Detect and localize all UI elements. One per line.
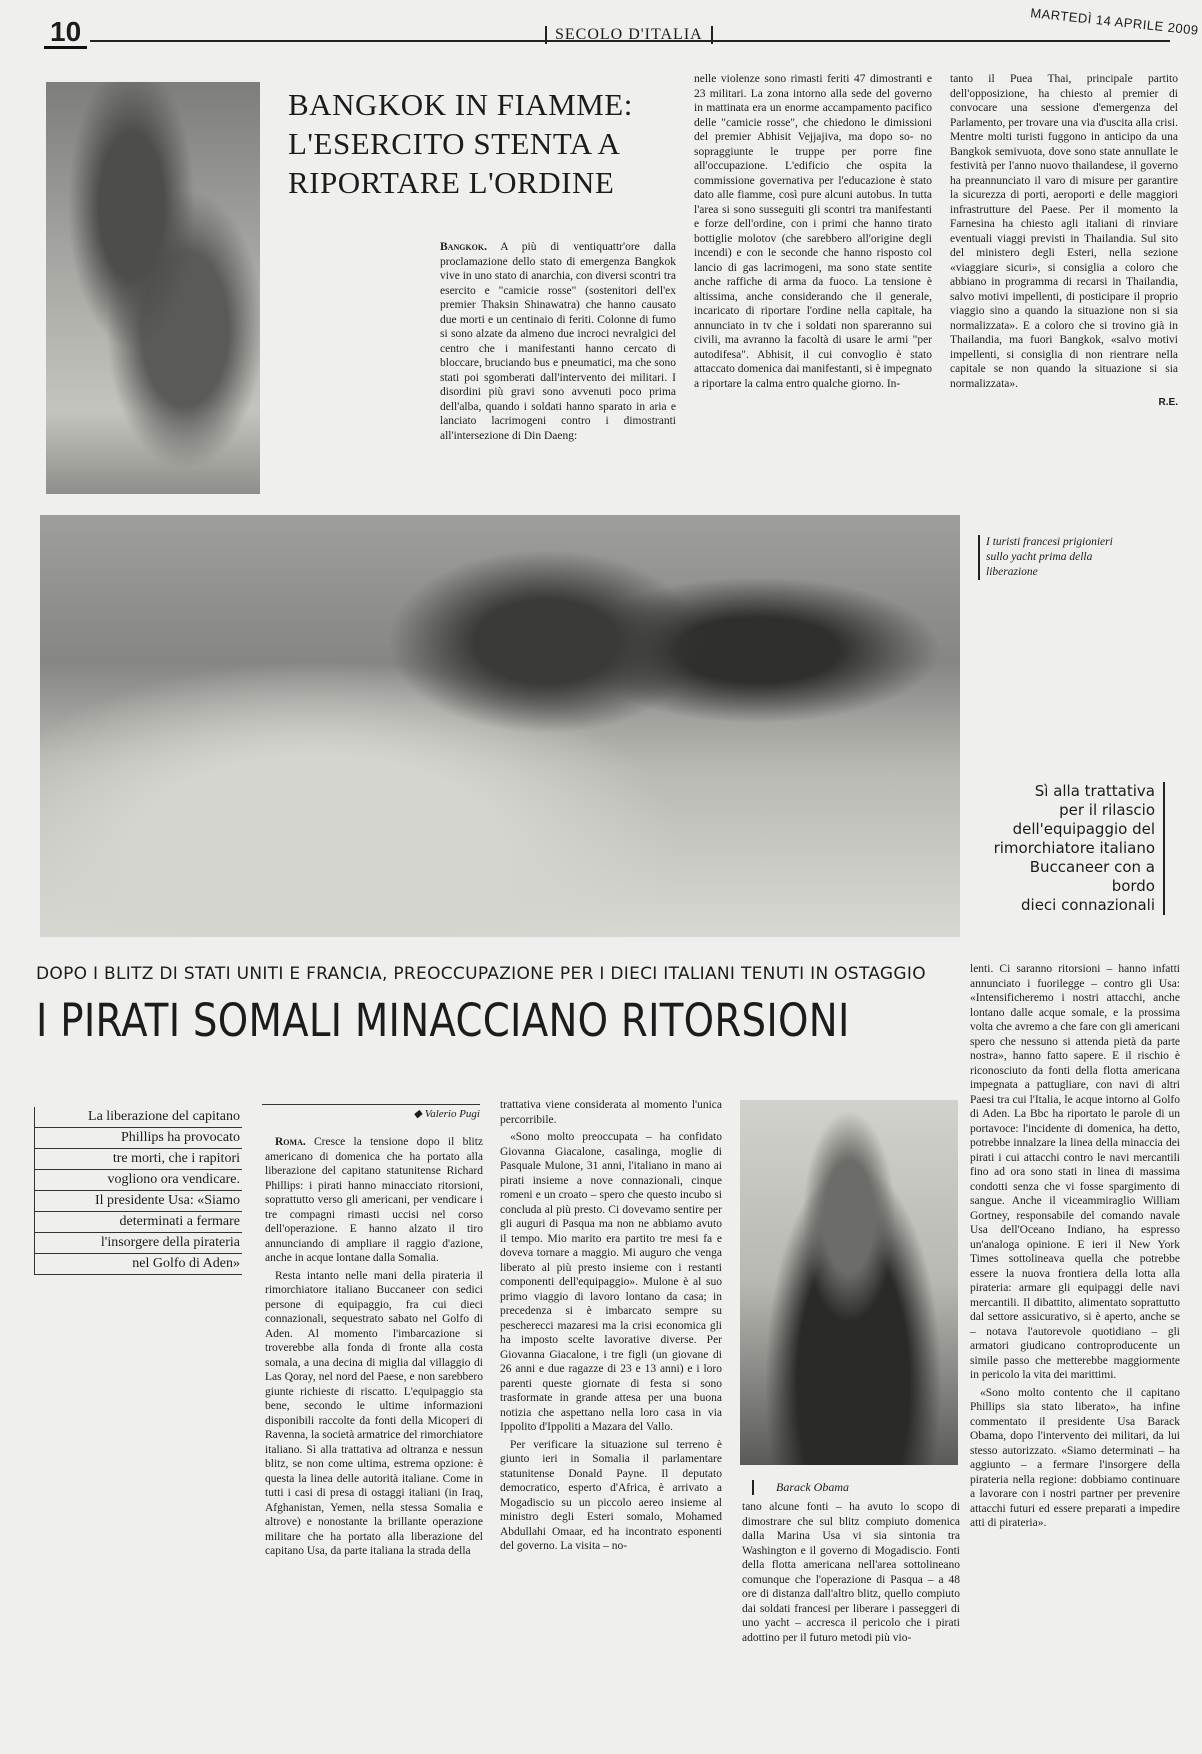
pullquote-line: Phillips ha provocato	[34, 1128, 242, 1149]
pirates-paragraph: Per verificare la situazione sul terreno è giunto ieri in Somalia il parlamentare statunitense Donald Payne. Il deputato democratico, esperto d'Africa, è arrivato a Mogadiscio su un piccolo aereo insieme al ministro degli Esteri somalo, Mohamed Abdullahi Omaar, ed ha incontrato esponenti del governo. La visita – no-	[500, 1438, 722, 1552]
bangkok-text-1: A più di ventiquattr'ore dalla proclamazione dello stato di emergenza Bangkok vive in uno stato di anarchia, con diversi scontri tra esercito e "camicie rosse" (sostenitori dell'ex premier Thaksin Shinawatra) che hanno causato due morti e un centinaio di feriti. Colonne di fumo si sono alzate da almeno due incroci nevralgici del centro che i manifestanti hanno cercato di bloccare, bruciando bus e pneumatici, ma che sono stati poi sgomberati dall'intervento dei militari. I disordini più gravi sono avvenuti poco prima dell'alba, quando i soldati hanno sparato in aria e lanciato lacrimogeni contro i dimostranti all'intersezione di Din Daeng:	[440, 241, 676, 442]
pirates-headline: I PIRATI SOMALI MINACCIANO RITORSIONI	[36, 994, 850, 1047]
sidebar-line: dieci connazionali	[1021, 896, 1155, 914]
bangkok-dateline: Bangkok.	[440, 241, 487, 253]
bangkok-column-3	[950, 72, 1178, 408]
sidebar-line: rimorchiatore italiano	[993, 839, 1155, 857]
bangkok-headline: BANGKOK IN FIAMME: L'ESERCITO STENTA A RIPORTARE L'ORDINE	[288, 87, 633, 200]
pirates-paragraph: Cresce la tensione dopo il blitz americano di domenica che ha portato alla liberazione del capitano statunitense Richard Phillips: i pirati hanno minacciato ritorsioni, soprattutto verso gli americani, per vendicare i tre compagni rimasti uccisi nel corso dell'operazione. E hanno alzato il tiro annunciando di ampliare il raggio d'azione, anche in acque lontane dalla Somalia.	[265, 1136, 484, 1264]
pullquote-line: Il presidente Usa: «Siamo	[34, 1191, 242, 1212]
issue-date: MARTEDÌ 14 APRILE 2009	[1029, 5, 1200, 38]
pirates-paragraph: Resta intanto nelle mani della pirateria il rimorchiatore italiano Buccaneer con sedici persone di equipaggio, fra cui dieci connazionali, sequestrato sabato nel Golfo di Aden. Al momento l'imbarcazione si troverebbe alla fonda di fronte alla costa somala, a una decina di miglia dal villaggio di Las Qoray, nel nord del Paese, e non sarebbero giunte richieste di riscatto. L'equipaggio sta bene, secondo le ultime informazioni disponibili raccolte da fonti della Micoperi di Ravenna, la società armatrice del rimorchiatore italiano. Sì alla trattativa ad oltranza e nessun blitz, se non come ultima, estrema opzione: è questa la linea delle autorità italiane. Come in tutti i casi di presa di ostaggi italiani (in Iraq, Afghanistan, Yemen, nella stessa Somalia e altrove) e nonostante la brillante operazione militare che ha portato alla liberazione del capitano Usa, da parte italiana la strada della	[265, 1269, 483, 1557]
pirates-dateline: Roma.	[275, 1136, 306, 1148]
pirates-photo	[40, 515, 960, 937]
sidebar-callout	[985, 782, 1165, 915]
pirates-column-4	[970, 962, 1180, 1534]
pirates-kicker: DOPO I BLITZ DI STATI UNITI E FRANCIA, PREOCCUPAZIONE PER I DIECI ITALIANI TENUTI IN OSTAGGIO	[36, 964, 926, 984]
pullquote-line: l'insorgere della pirateria	[34, 1233, 242, 1254]
obama-photo	[740, 1100, 958, 1465]
pirates-paragraph: lenti. Ci saranno ritorsioni – hanno infatti annunciato i fuorilegge – contro gli Usa: «Intensificheremo i nostri attacchi, anche lontano dalle acque somale, e la prossima volta che avremo a che fare con gli americani spero che nessuno si attenda pietà da parte nostra», hanno fatto sapere. E il rischio è riconosciuto da fonti della flotta americana impegnata a pattugliare, con navi di altri Paesi tra cui l'Italia, le acque intorno al Golfo di Aden. La Bbc ha riportato le parole di un portavoce: l'incidente di domenica, ha detto, potrebbe innalzare la linea della minaccia dei pirati i cui attacchi contro le navi mercantili fino ad ora sono stati in linea di massima condotti senza che vi fosse spargimento di sangue. Anche il viceammiraglio William Gortney, responsabile del comando navale Usa dell'Oceano Indiano, ha espresso un'analoga opinione. E ieri il New York Times sottolineava quella che potrebbe essere la nuova frontiera della lotta alla pirateria: armare gli equipaggi delle navi mercantili. Il dibattito, alimentato soprattutto dal settore assicurativo, si è aperto, anche se – notava l'autorevole quotidiano – gli armatori giudicano controproducente un simile passo che metterebbe maggiormente in pericolo la vita dei marittimi.	[970, 963, 1180, 1381]
obama-photo-caption: Barack Obama	[752, 1480, 849, 1495]
pirates-column-3: tano alcune fonti – ha avuto lo scopo di dimostrare che sul blitz compiuto domenica dalla Marina Usa vi sia sintonia tra Washington e il governo di Mogadiscio. Fonti della flotta americana nell'area sottolineano comunque che l'operazione di Pasqua – a 48 ore di distanza dall'altro blitz, quello compiuto dai soldati francesi per liberare i passeggeri di uno yacht – accresca il pericolo che i pirati adottino per il futuro metodi più vio-	[742, 1501, 960, 1644]
newspaper-name: SECOLO D'ITALIA	[545, 26, 713, 44]
pirates-paragraph: trattativa viene considerata al momento l'unica percorribile.	[500, 1099, 722, 1126]
pullquote-line: nel Golfo di Aden»	[34, 1254, 242, 1275]
pullquote-line: determinati a fermare	[34, 1212, 242, 1233]
sidebar-line: per il rilascio	[1059, 801, 1155, 819]
sidebar-line: Sì alla trattativa	[1034, 782, 1155, 800]
pirates-pullquote	[34, 1107, 242, 1275]
sidebar-line: dell'equipaggio del	[1012, 820, 1155, 838]
pullquote-line: La liberazione del capitano	[34, 1107, 242, 1128]
pirates-column-1	[265, 1135, 483, 1562]
sidebar-line: Buccaneer con a bordo	[1029, 858, 1155, 895]
byline: ◆ Valerio Pugi	[262, 1104, 480, 1120]
bangkok-signoff: R.E.	[1158, 397, 1178, 408]
pullquote-line: vogliono ora vendicare.	[34, 1170, 242, 1191]
pirates-photo-caption: I turisti francesi prigionieri sullo yacht prima della liberazione	[978, 535, 1136, 580]
page-number: 10	[44, 18, 87, 49]
pullquote-line: tre morti, che i rapitori	[34, 1149, 242, 1170]
bangkok-column-2: nelle violenze sono rimasti feriti 47 dimostranti e 23 militari. La zona intorno alla sede del governo in mattinata era un enorme accampamento pacifico delle "camicie rosse", che chiedono le dimissioni del premier Abhisit Vejjajiva, ma dopo so- no sopraggiunte le truppe per porre fine all'occupazione. L'edificio che ospita la commissione governativa per l'educazione è stato dato alle fiamme, così pure alcuni autobus. In tutta l'area si sono susseguiti gli scontri tra manifestanti e forze dell'ordine, con i primi che hanno tirato bottiglie molotov (che sarebbero all'origine degli incendi) e con le seconde che hanno risposto col lancio di gas lacrimogeni, ma sono state sentite anche raffiche di arma da fuoco. La tensione è altissima, anche considerando che il generale, incaricato di riportare l'ordine nella capitale, ha annunciato in tv che i soldati non spareranno sui civili, ma avranno la facoltà di usare le armi "per autodifesa". Abhisit, il cui convoglio è stato attaccato domenica dai manifestanti, si è impegnato a riportare la calma entro qualche giorno. In-	[694, 73, 932, 390]
pirates-paragraph: «Sono molto preoccupata – ha confidato Giovanna Giacalone, casalinga, moglie di Pasquale Mulone, 31 anni, l'italiano in mano ai pirati insieme a nove connazionali, cinque romeni e un croato – spero che questo incubo si concluda al più presto. Ci dovevamo sentire per gli auguri di Pasqua ma non ne abbiamo avuto il tempo. Mio marito era partito tre mesi fa e doveva tornare a maggio. Mi auguro che venga liberato al più presto insieme con i restanti componenti dell'equipaggio». Mulone è al suo primo viaggio di lavoro lontano da casa; in precedenza si è imbarcato sempre su pescherecci mazaresi ma la crisi economica gli ha imposto scelte lavorative diverse. Per Giovanna Giacalone, i tre figli (un giovane di 26 anni e due ragazze di 23 e 13 anni) e i loro parenti queste giornate di festa si sono trasformate in grande attesa per una buona notizia che aspettano nella loro casa in via Ippolito d'Ippoliti a Mazara del Vallo.	[500, 1131, 722, 1433]
pirates-paragraph: «Sono molto contento che il capitano Phillips sia stato liberato», ha infine commentato il presidente Usa Barack Obama, dopo l'intervento dei militari, da lui stesso autorizzato. «Siamo determinati – ha aggiunto – a fermare l'insorgere della pirateria nella regione: dobbiamo continuare a lavorare con i nostri partner per prevenire attacchi futuri ed essere preparati a impedire atti di pirateria».	[970, 1386, 1180, 1529]
bangkok-column-1	[440, 240, 676, 443]
bangkok-text-3: tanto il Puea Thai, principale partito dell'opposizione, ha chiesto al premier di convocare una sessione d'emergenza del Parlamento, per trovare una via d'uscita alla crisi. Mentre molti turisti fuggono in anticipo da una Bangkok semivuota, dove sono state annullate le festività per l'anno nuovo thailandese, il governo ha preannunciato il varo di misure per garantire la sicurezza di porti, aeroporti e delle maggiori infrastrutture del Paese. Per il momento la Farnesina ha chiesto agli italiani di rinviare eventuali viaggi previsti in Thailandia. Sul sito del ministero degli Esteri, nella sezione «viaggiare sicuri», si consiglia a coloro che abbiano in programma di recarsi in Thailandia, salvo motivi impellenti, di posticipare il proprio viaggio sino a quando la situazione non si sia normalizzata». E a coloro che si trovino già in Thailandia, ma fuori Bangkok, «salvo motivi impellenti, si consiglia di non rientrare nella capitale se non quando la situazione si sia normalizzata».	[950, 73, 1178, 390]
byline-author: Valerio Pugi	[424, 1108, 480, 1120]
soldiers-photo	[46, 82, 260, 494]
pirates-column-2	[500, 1098, 722, 1557]
